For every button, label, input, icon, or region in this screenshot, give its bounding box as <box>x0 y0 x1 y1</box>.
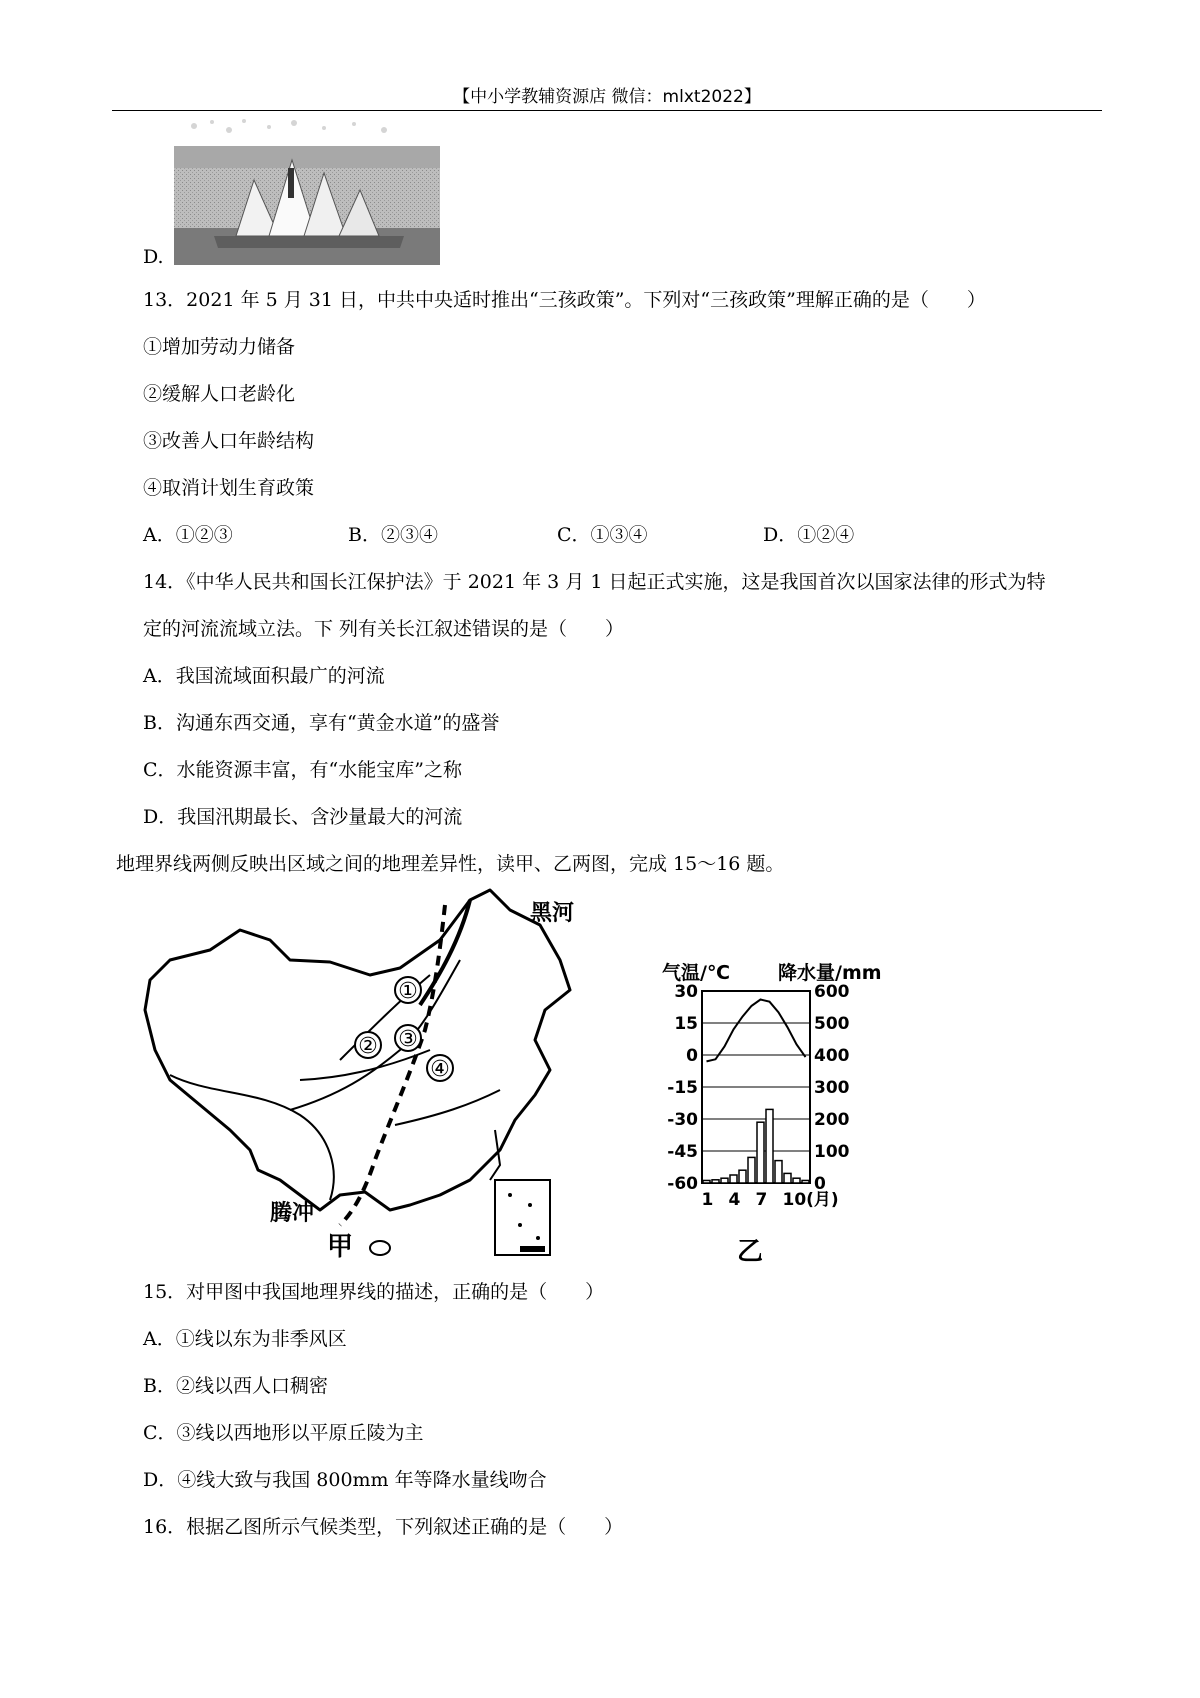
q15-option-b: B．②线以西人口稠密 <box>143 1375 328 1397</box>
chart-caption: 乙 <box>736 1237 764 1267</box>
temp-tick-label: 15 <box>674 1014 698 1034</box>
q14-stem-line1: 14．《中华人民共和国长江保护法》于 2021 年 3 月 1 日起正式实施，这是我国首次以国家法律的形式为特 <box>143 571 1046 593</box>
q13-stem: 13．2021 年 5 月 31 日，中共中央适时推出“三孩政策”。下列对“三孩政策”理解正确的是（ ） <box>143 289 986 311</box>
china-boundary-map <box>140 880 600 1260</box>
line-2-label: ② <box>358 1034 378 1059</box>
q14-option-a: A．我国流域面积最广的河流 <box>143 665 385 687</box>
q14-option-c: C．水能资源丰富，有“水能宝库”之称 <box>143 759 462 781</box>
q15-option-c: C．③线以西地形以平原丘陵为主 <box>143 1422 424 1444</box>
month-tick-label: 1 <box>701 1190 714 1210</box>
precipitation-bar <box>757 1122 764 1183</box>
q13-option-d: D．①②④ <box>763 524 855 546</box>
precip-axis-title: 降水量/mm <box>778 962 882 984</box>
line-1-label: ① <box>398 979 418 1004</box>
temperature-curve <box>707 1000 806 1062</box>
temp-tick-label: -45 <box>667 1142 698 1162</box>
climate-chart <box>660 955 910 1270</box>
page-header: 【中小学教辅资源店 微信：mlxt2022】 <box>453 87 761 107</box>
q13-option-c: C．①③④ <box>557 524 648 546</box>
q13-option-a: A．①②③ <box>143 524 233 546</box>
temp-axis-title: 气温/℃ <box>662 962 730 984</box>
precip-tick-label: 200 <box>814 1110 850 1130</box>
precipitation-bar <box>775 1161 782 1183</box>
temp-tick-label: 30 <box>674 982 698 1002</box>
temp-tick-label: -30 <box>667 1110 698 1130</box>
q13-option-b: B．②③④ <box>348 524 438 546</box>
month-tick-label: 10(月) <box>782 1190 839 1210</box>
q13-item-1: ①增加劳动力储备 <box>143 336 296 358</box>
precipitation-bar <box>748 1157 755 1183</box>
temp-tick-label: -60 <box>667 1174 698 1194</box>
map-caption: 甲 <box>326 1232 354 1260</box>
precipitation-bar <box>784 1173 791 1183</box>
q12-option-d-label: D. <box>143 246 164 268</box>
precip-tick-label: 500 <box>814 1014 850 1034</box>
precipitation-bar <box>802 1180 809 1183</box>
precipitation-bar <box>712 1180 719 1183</box>
precipitation-bar <box>793 1178 800 1183</box>
opera-house-photo <box>174 118 440 265</box>
temp-tick-label: -15 <box>667 1078 698 1098</box>
precip-tick-label: 100 <box>814 1142 850 1162</box>
temp-tick-label: 0 <box>686 1046 698 1066</box>
q15-option-d: D．④线大致与我国 800mm 年等降水量线吻合 <box>143 1469 547 1491</box>
q14-option-d: D．我国汛期最长、含沙量最大的河流 <box>143 806 463 828</box>
q15-option-a: A．①线以东为非季风区 <box>143 1328 347 1350</box>
q13-item-2: ②缓解人口老龄化 <box>143 383 296 405</box>
q13-item-4: ④取消计划生育政策 <box>143 477 315 499</box>
precip-tick-label: 0 <box>814 1174 826 1194</box>
line-4-label: ④ <box>430 1057 450 1082</box>
precipitation-bar <box>703 1180 710 1183</box>
q15-stem: 15．对甲图中我国地理界线的描述，正确的是（ ） <box>143 1281 605 1303</box>
q16-stem: 16．根据乙图所示气候类型，下列叙述正确的是（ ） <box>143 1516 624 1538</box>
precipitation-bar <box>730 1175 737 1183</box>
figure-intro: 地理界线两侧反映出区域之间的地理差异性，读甲、乙两图，完成 15～16 题。 <box>116 853 785 875</box>
precip-tick-label: 300 <box>814 1078 850 1098</box>
line-3-label: ③ <box>398 1027 418 1052</box>
precip-tick-label: 600 <box>814 982 850 1002</box>
precipitation-bar <box>739 1170 746 1183</box>
tengchong-label: 腾冲 <box>270 1201 315 1226</box>
precipitation-bar <box>766 1109 773 1183</box>
q14-stem-line2: 定的河流流域立法。下 列有关长江叙述错误的是（ ） <box>143 618 625 640</box>
q14-option-b: B．沟通东西交通，享有“黄金水道”的盛誉 <box>143 712 500 734</box>
precip-tick-label: 400 <box>814 1046 850 1066</box>
precipitation-bar <box>721 1178 728 1183</box>
month-tick-label: 7 <box>755 1190 768 1210</box>
month-tick-label: 4 <box>728 1190 741 1210</box>
q13-item-3: ③改善人口年龄结构 <box>143 430 315 452</box>
header-rule <box>112 110 1102 111</box>
heihe-label: 黑河 <box>530 901 575 926</box>
